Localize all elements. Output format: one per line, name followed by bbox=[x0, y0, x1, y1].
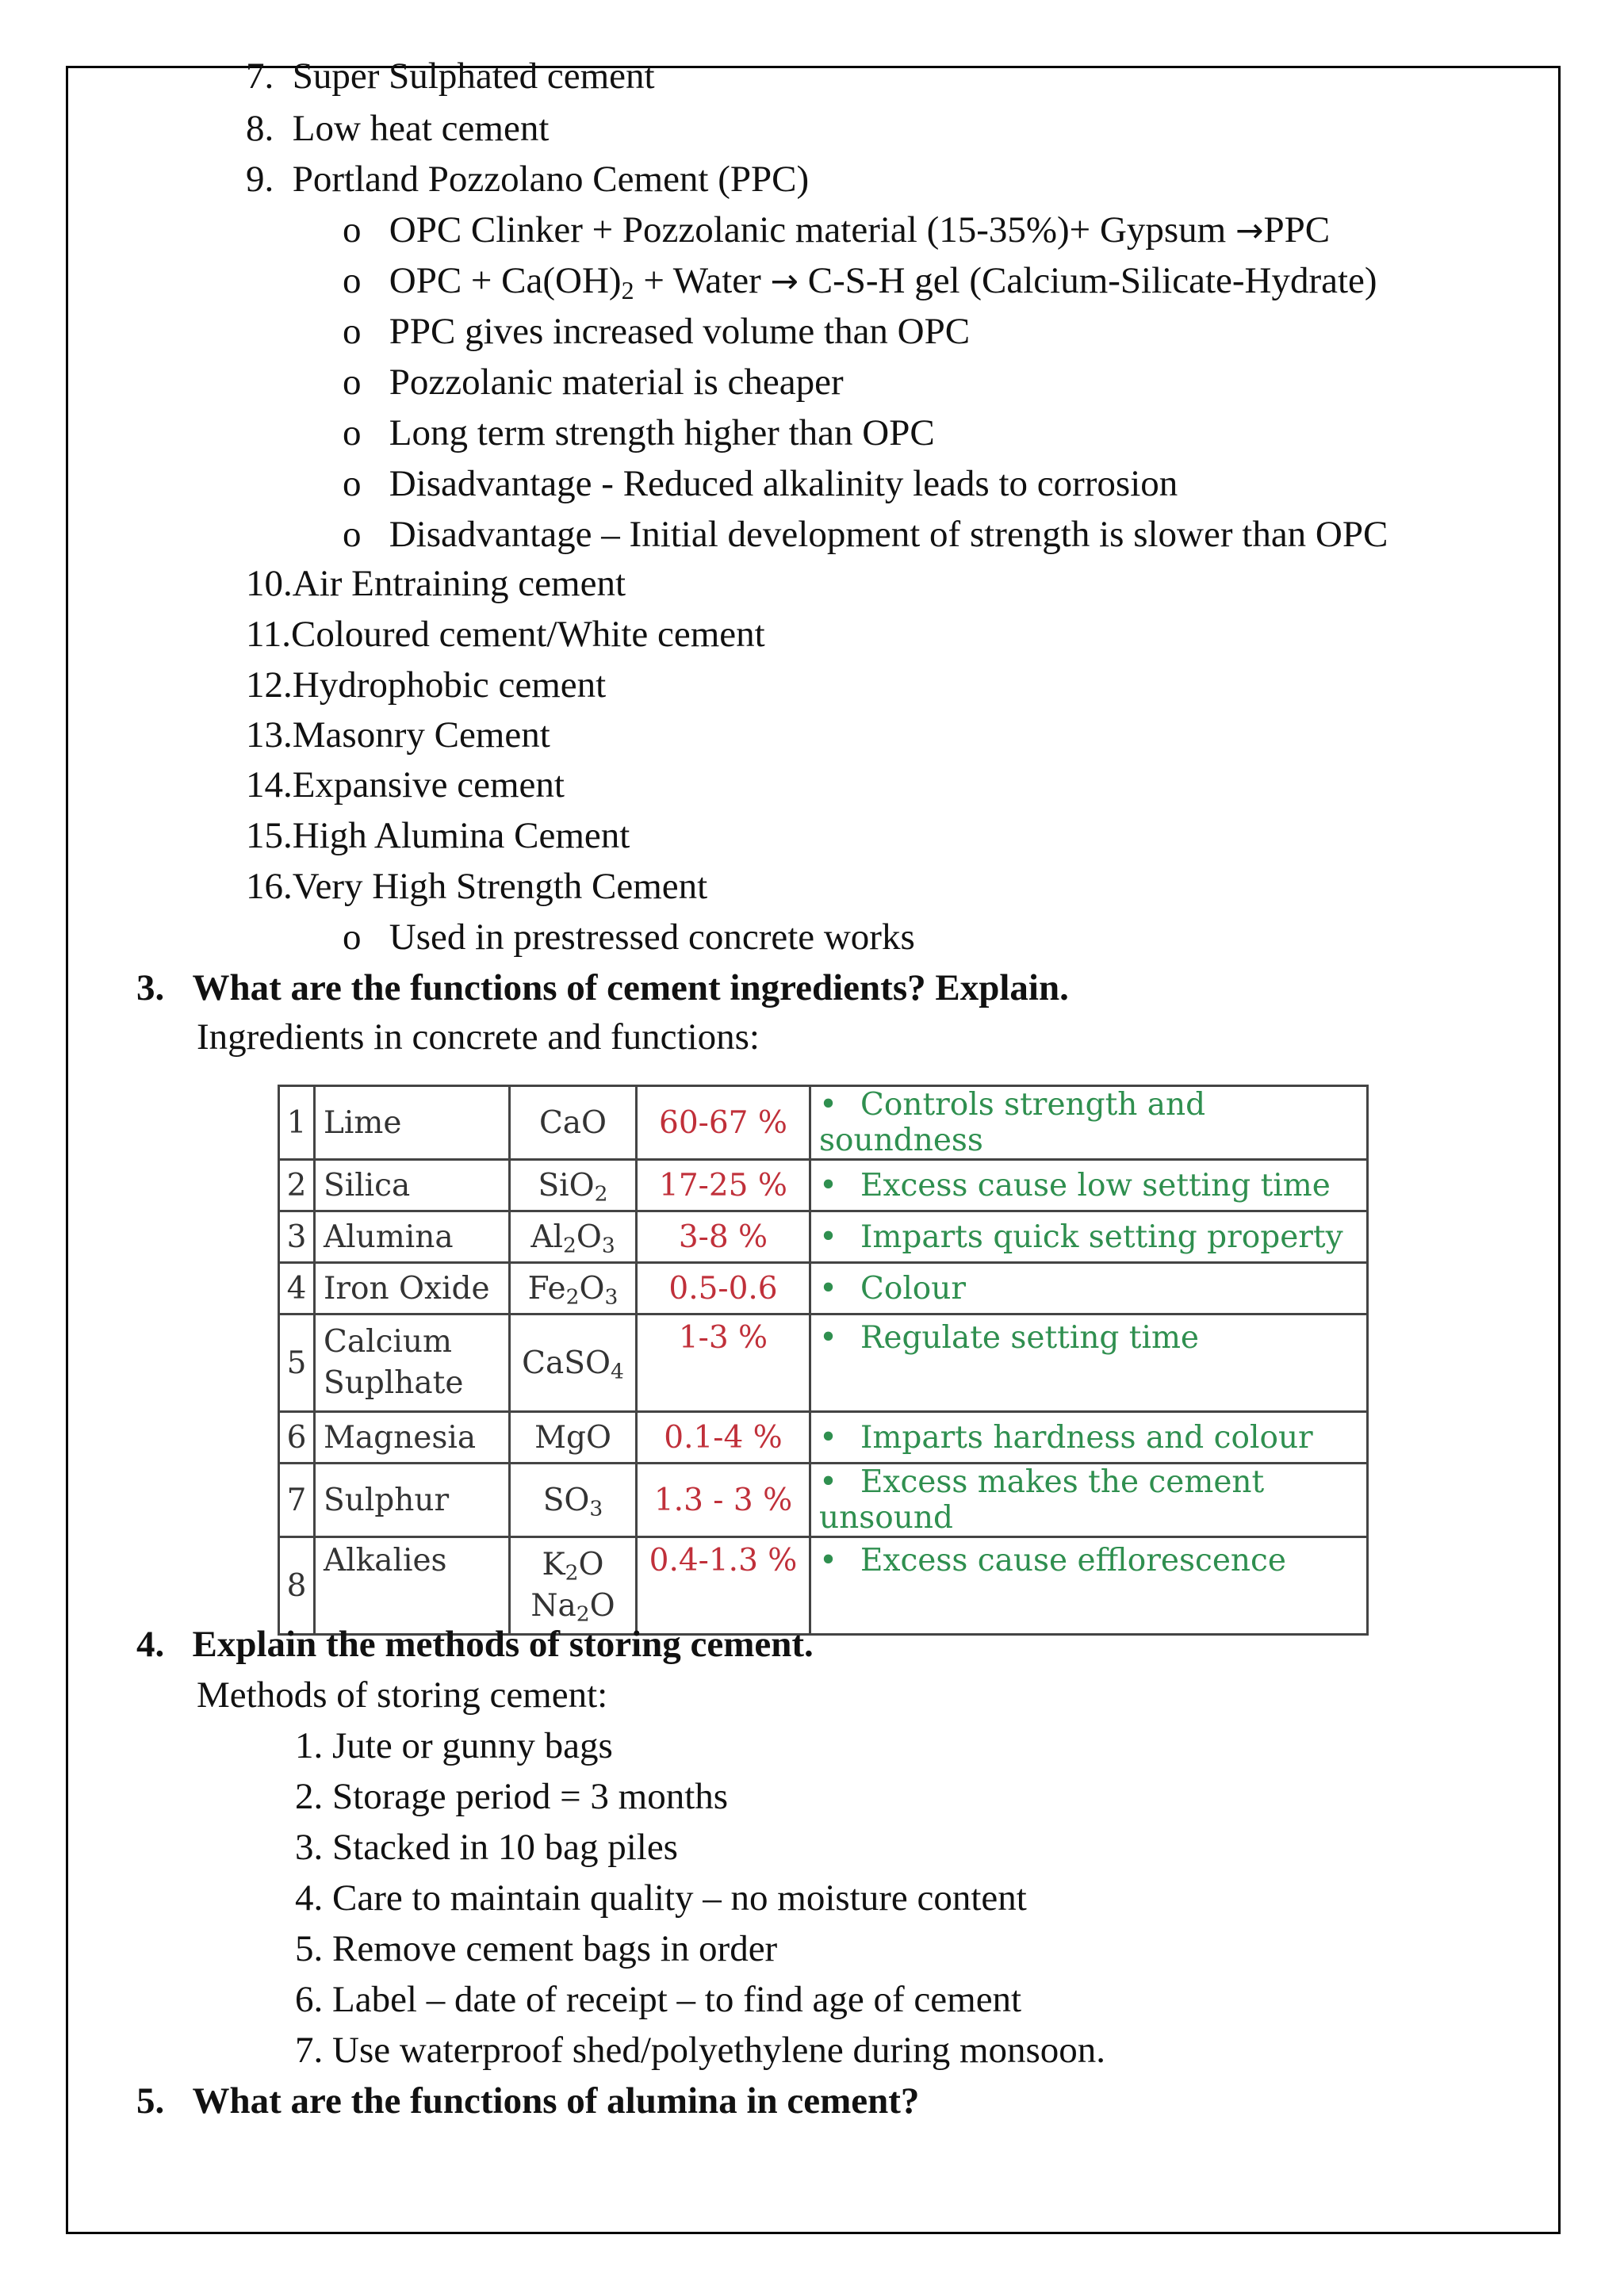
table-row: 6 Magnesia MgO 0.1-4 % • Imparts hardness and colour bbox=[279, 1412, 1368, 1464]
storage-item-5: 5. Remove cement bags in order bbox=[295, 1928, 778, 1969]
question-4-intro: Methods of storing cement: bbox=[197, 1674, 608, 1716]
question-5: 5. What are the functions of alumina in cement? bbox=[136, 2080, 920, 2122]
list-item-10: 10.Air Entraining cement bbox=[246, 563, 626, 604]
list-item-7: 7. Super Sulphated cement bbox=[246, 55, 655, 97]
list-item-11: 11.Coloured cement/White cement bbox=[246, 614, 765, 655]
list-item-9: 9. Portland Pozzolano Cement (PPC) bbox=[246, 159, 810, 200]
list-item-14: 14.Expansive cement bbox=[246, 764, 565, 806]
storage-item-3: 3. Stacked in 10 bag piles bbox=[295, 1827, 678, 1868]
ppc-bullet-5: o Long term strength higher than OPC bbox=[343, 412, 935, 453]
arrow-right-icon: → bbox=[770, 262, 799, 300]
ppc-bullet-4: o Pozzolanic material is cheaper bbox=[343, 362, 844, 403]
ppc-bullet-2: o OPC + $Ca(OH)_2$ + Water → C-S-H gel (Calcium-Silicate-Hydrate) bbox=[343, 260, 1377, 304]
arrow-right-icon: → bbox=[1235, 211, 1264, 250]
table-row: 8 Alkalies $K_2O$ $Na_2O$ 0.4-1.3 % • Excess cause efflorescence bbox=[279, 1537, 1368, 1635]
ppc-bullet-1: o OPC Clinker + Pozzolanic material (15-35%)+ Gypsum →PPC bbox=[343, 209, 1331, 251]
list-item-16: 16.Very High Strength Cement bbox=[246, 866, 708, 907]
ppc-bullet-6: o Disadvantage - Reduced alkalinity leads to corrosion bbox=[343, 463, 1178, 504]
table-row: 5 Calcium Suplhate CaSO$_4$ 1-3 % • Regulate setting time bbox=[279, 1314, 1368, 1412]
ppc-bullet-3: o PPC gives increased volume than OPC bbox=[343, 311, 971, 352]
storage-item-7: 7. Use waterproof shed/polyethylene during monsoon. bbox=[295, 2030, 1106, 2071]
vhs-bullet: o Used in prestressed concrete works bbox=[343, 916, 915, 958]
table-row: 2 Silica SiO$_2$ 17-25 % • Excess cause low setting time bbox=[279, 1160, 1368, 1211]
table-row: 1 Lime CaO 60-67 % • Controls strength and soundness bbox=[279, 1086, 1368, 1160]
storage-item-6: 6. Label – date of receipt – to find age of cement bbox=[295, 1979, 1022, 2020]
ingredients-table bbox=[278, 1085, 1369, 1636]
question-3-intro: Ingredients in concrete and functions: bbox=[197, 1016, 760, 1058]
table-row: 3 Alumina $Al_2O_3$ 3-8 % • Imparts quick setting property bbox=[279, 1211, 1368, 1263]
list-item-13: 13.Masonry Cement bbox=[246, 714, 550, 756]
table-row: 4 Iron Oxide $Fe_2O_3$ 0.5-0.6 • Colour bbox=[279, 1263, 1368, 1314]
list-item-15: 15.High Alumina Cement bbox=[246, 815, 630, 856]
list-item-12: 12.Hydrophobic cement bbox=[246, 664, 607, 706]
storage-item-1: 1. Jute or gunny bags bbox=[295, 1725, 613, 1766]
storage-item-2: 2. Storage period = 3 months bbox=[295, 1776, 729, 1817]
storage-item-4: 4. Care to maintain quality – no moisture content bbox=[295, 1877, 1027, 1919]
question-3: 3. What are the functions of cement ingredients? Explain. bbox=[136, 967, 1069, 1008]
ppc-bullet-7: o Disadvantage – Initial development of strength is slower than OPC bbox=[343, 514, 1388, 555]
list-item-8: 8. Low heat cement bbox=[246, 108, 550, 149]
question-4: 4. Explain the methods of storing cement. bbox=[136, 1624, 814, 1665]
table-row: 7 Sulphur $SO_3$ 1.3 - 3 % • Excess makes the cement unsound bbox=[279, 1464, 1368, 1537]
